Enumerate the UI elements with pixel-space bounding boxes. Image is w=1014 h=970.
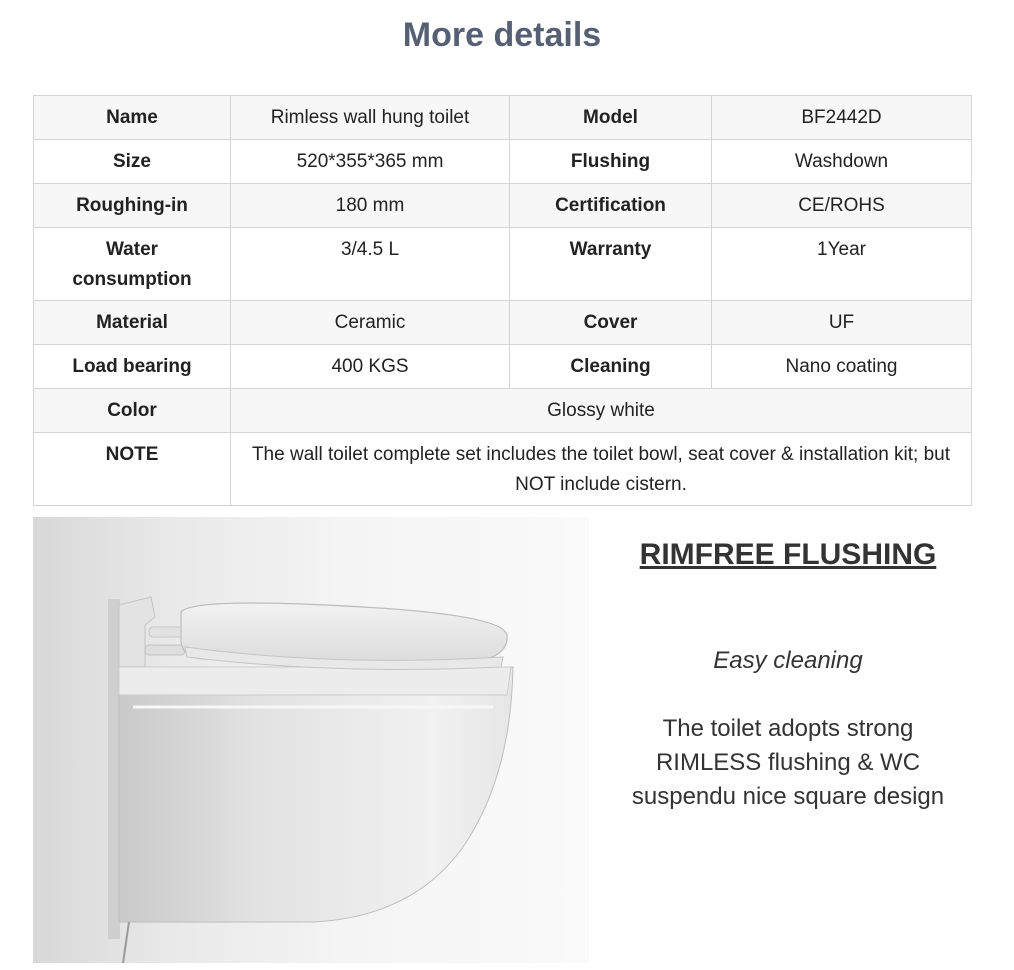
spec-label: Roughing-in <box>34 184 231 228</box>
spec-value: Ceramic <box>231 301 510 345</box>
spec-label: Size <box>34 140 231 184</box>
spec-value: 1Year <box>712 228 972 301</box>
spec-label: Cleaning <box>510 345 712 389</box>
spec-label: Flushing <box>510 140 712 184</box>
wall-hung-toilet-illustration <box>33 517 589 963</box>
table-row <box>34 96 972 140</box>
spec-value: Washdown <box>712 140 972 184</box>
table-row <box>34 433 972 506</box>
bowl-rim <box>119 667 511 695</box>
table-row <box>34 140 972 184</box>
spec-value: Nano coating <box>712 345 972 389</box>
wall-plate <box>108 599 120 939</box>
hinge-left <box>145 645 185 655</box>
table-row <box>34 389 972 433</box>
feature-description: The toilet adopts strong RIMLESS flushing & WC suspendu nice square design <box>631 715 945 810</box>
toilet-bowl <box>119 667 513 922</box>
spec-value: 400 KGS <box>231 345 510 389</box>
spec-value: 520*355*365 mm <box>231 140 510 184</box>
spec-table <box>33 95 972 506</box>
spec-value: Rimless wall hung toilet <box>231 96 510 140</box>
spec-label: NOTE <box>34 433 231 506</box>
table-row <box>34 184 972 228</box>
spec-label: Color <box>34 389 231 433</box>
spec-label: Material <box>34 301 231 345</box>
spec-value: CE/ROHS <box>712 184 972 228</box>
table-row <box>34 228 972 301</box>
spec-value: The wall toilet complete set includes the toilet bowl, seat cover & installation kit; but NOT include cistern. <box>231 433 972 506</box>
spec-label: Cover <box>510 301 712 345</box>
table-row <box>34 301 972 345</box>
feature-title: RIMFREE FLUSHING <box>639 538 937 571</box>
spec-value: UF <box>712 301 972 345</box>
page-title: More details <box>402 16 602 54</box>
product-image <box>33 517 589 963</box>
table-row <box>34 345 972 389</box>
spec-label: Warranty <box>510 228 712 301</box>
spec-label: Water consumption <box>34 228 231 301</box>
spec-value: 180 mm <box>231 184 510 228</box>
spec-label: Certification <box>510 184 712 228</box>
pipe-line <box>123 922 129 963</box>
spec-value: 3/4.5 L <box>231 228 510 301</box>
spec-label: Load bearing <box>34 345 231 389</box>
spec-value: BF2442D <box>712 96 972 140</box>
spec-label: Model <box>510 96 712 140</box>
feature-subtitle: Easy cleaning <box>713 647 863 674</box>
spec-value: Glossy white <box>231 389 972 433</box>
spec-label: Name <box>34 96 231 140</box>
